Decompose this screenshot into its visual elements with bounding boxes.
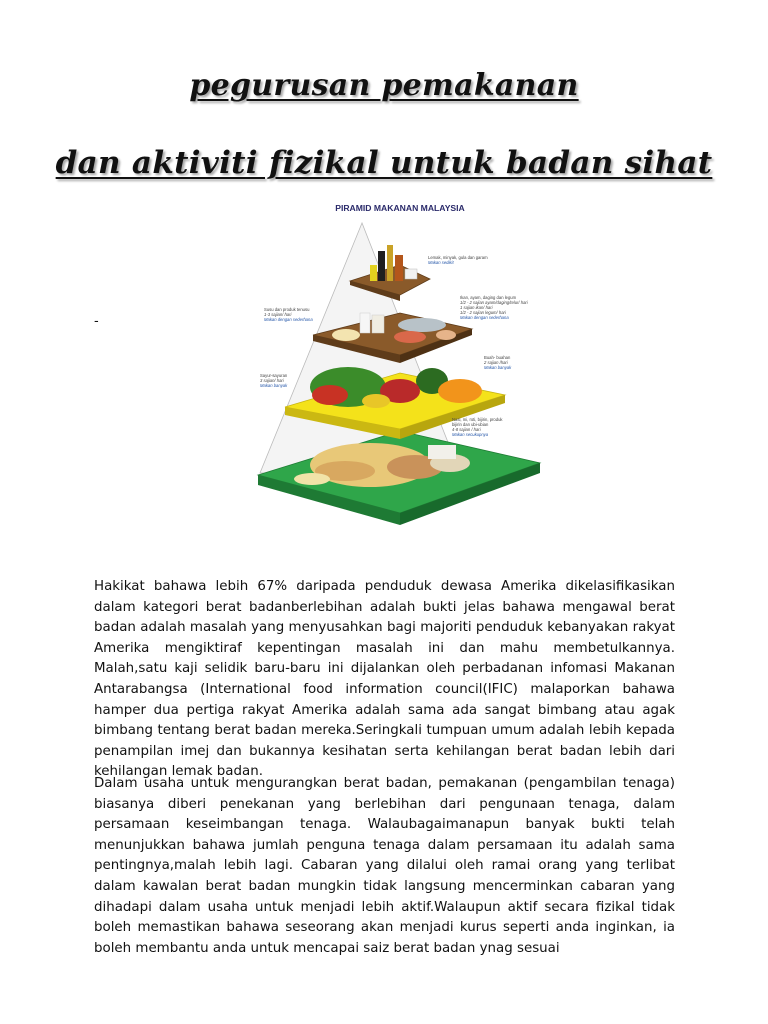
body-paragraph-2: [94, 774, 675, 959]
document-title-line-1: pegurusan pemakanan: [189, 68, 579, 103]
food-pyramid-figure: [250, 195, 550, 565]
dash-marker: -: [94, 314, 99, 329]
paragraph-text: Dalam usaha untuk mengurangkan berat badan, pemakanan (pengambilan tenaga) biasanya diberi penekanan yang berlebihan dari pengunaan tenaga, dalam persamaan keseimbangan tenaga. Walaubagaimanapun banyak bukti telah menunjukkan bahawa jumlah penguna tenaga dalam persamaan itu adalah sama pentingnya,malah lebih lagi. Cabaran yang dilalui oleh ramai orang yang terlibat dalam kawalan berat badan mungkin tidak langsung mencerminkan cabaran yang dihadapi dalam usaha untuk menjadi lebih aktif.Walaupun aktif secara fizikal tidak boleh memastikan bahawa seseorang akan menjadi kurus seperti anda inginkan, ia boleh membantu anda untuk mencapai saiz berat badan ynag sesuai: [94, 776, 675, 956]
pyramid-label-fats: Lemak, minyak, gula dan garam Makan sedikit: [428, 255, 488, 265]
pyramid-title: PIRAMID MAKANAN MALAYSIA: [335, 203, 465, 213]
pyramid-label-grains: Nasi, mi, roti, bijirin, produk bijirin dan ubi-ubian 4-8 sajian / hari Makan secukupnya: [452, 417, 503, 437]
pyramid-label-fruits: Buah- buahan 2 sajian /hari Makan banyak: [484, 355, 512, 370]
pyramid-label-vegetables: Sayur-sayuran 3 sajian/ hari Makan banyak: [260, 373, 288, 388]
pyramid-label-protein: Ikan, ayam, daging dan legum 1/2 - 2 sajian ayam/daging/telur/ hari 1 sajian ikan/ hari 1/2 - 2 sajian legum/ hari Makan dengan sederhana: [460, 295, 528, 320]
pyramid-label-dairy: Susu dan produk tenusu 1-3 sajian/ hari Makan dengan sederhana: [264, 307, 313, 322]
paragraph-text: Hakikat bahawa lebih 67% daripada penduduk dewasa Amerika dikelasifikasikan dalam kategori berat badanberlebihan adalah bukti jelas bahawa mengawal berat badan adalah masalah yang menyusahkan bagi majoriti penduduk kebanyakan rakyat Amerika mengiktiraf kepentingan masalah ini dan mahu membetulkannya. Malah,satu kaji selidik baru-baru ini dijalankan oleh perbadanan infomasi Makanan Antarabangsa (International food information council(IFIC) malaporkan bahawa hamper dua pertiga rakyat Amerika adalah sama ada sangat bimbang atau agak bimbang tentang berat badan mereka.Seringkali tumpuan umum adalah lebih kepada penampilan imej dan bukannya kesihatan serta kehilangan berat badan lebih dari kehilangan lemak badan.: [94, 579, 675, 780]
body-paragraph-1: [94, 577, 675, 783]
document-title-line-2: dan aktiviti fizikal untuk badan sihat: [55, 145, 713, 181]
